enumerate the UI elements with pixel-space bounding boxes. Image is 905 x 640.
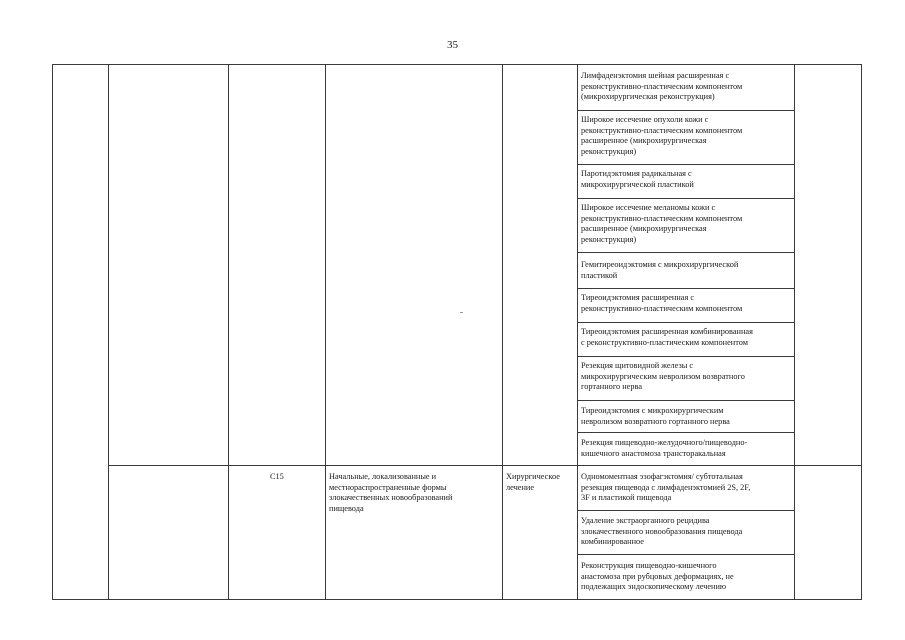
column-divider [794,64,795,600]
diagnosis-description: Начальные, локализованные и местнораспространенные формы злокачественных новообразований пищевода [329,472,453,513]
procedure-cell: Паротидэктомия радикальная с микрохирургической пластикой [581,169,694,189]
row-divider [577,554,795,555]
procedure-cell: Резекция щитовидной железы с микрохирургическим невролизом возвратного гортанного нерва [581,361,745,392]
procedure-cell: Удаление экстраорганного рецидива злокачественного новообразования пищевода комбинированное [581,516,743,547]
procedure-cell: Лимфаденэктомия шейная расширенная с реконструктивно-пластическим компонентом (микрохирургическая реконструкция) [581,71,743,102]
row-divider [577,510,795,511]
row-divider [577,252,795,253]
row-divider [577,322,795,323]
treatment-type: Хирургическое лечение [506,472,560,492]
procedure-cell: Одномоментная эзофагэктомия/ субтотальная резекция пищевода с лимфаденэктомией 2S, 2F, 3F и пластикой пищевода [581,472,751,503]
row-divider [577,356,795,357]
column-divider [577,64,578,600]
scan-speck [460,312,463,313]
column-divider [325,64,326,600]
row-divider [577,164,795,165]
medical-procedures-table [52,64,862,600]
row-divider [577,198,795,199]
column-divider [228,64,229,600]
procedure-cell: Гемитиреоидэктомия с микрохирургической пластикой [581,260,739,280]
procedure-cell: Широкое иссечение опухоли кожи с реконструктивно-пластическим компонентом расширенное (микрохирургическая реконструкция) [581,115,743,156]
column-divider [502,64,503,600]
procedure-cell: Реконструкция пищеводно-кишечного анастомоза при рубцовых деформациях, не подлежащих эндоскопическому лечению [581,561,734,592]
row-divider [577,288,795,289]
table-border-bottom [52,599,862,600]
column-divider [108,64,109,600]
row-divider [577,432,795,433]
row-divider [577,400,795,401]
diagnosis-code: C15 [270,472,284,481]
procedure-cell: Тиреоидэктомия расширенная с реконструктивно-пластическим компонентом [581,293,743,313]
table-border-left [52,64,53,600]
row-divider [577,110,795,111]
procedure-cell: Тиреоидэктомия расширенная комбинированная с реконструктивно-пластическим компонентом [581,327,753,347]
procedure-cell: Широкое иссечение меланомы кожи с реконструктивно-пластическим компонентом расширенное (микрохирургическая реконструкция) [581,203,743,244]
section-divider-c15 [108,465,862,466]
procedure-cell: Тиреоидэктомия с микрохирургическим невролизом возвратного гортанного нерва [581,406,730,426]
page-number: 35 [447,39,458,51]
procedure-cell: Резекция пищеводно-желудочного/пищеводно- кишечного анастомоза трансторакальная [581,438,748,458]
table-border-top [52,64,862,65]
table-border-right [861,64,862,600]
